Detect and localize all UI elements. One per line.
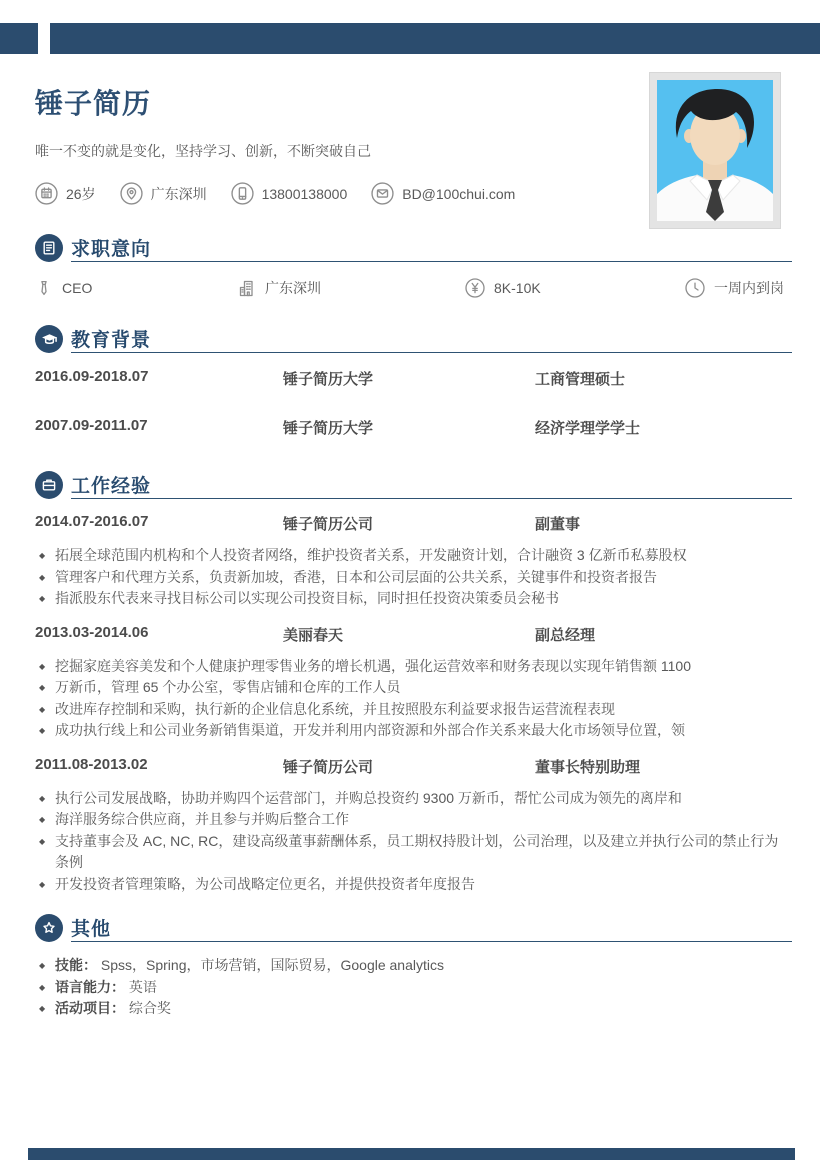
tie-icon: [35, 279, 53, 297]
intent-salary-label: 8K-10K: [494, 280, 541, 296]
intent-city-label: 广东深圳: [265, 280, 321, 296]
briefcase-icon: [35, 471, 63, 499]
mail-icon: [371, 182, 394, 205]
intent-availability-label: 一周内到岗: [714, 280, 784, 296]
job-bullet: ◆ 指派股东代表来寻找目标公司以实现公司投资目标，同时担任投资决策委员会秘书: [35, 588, 792, 610]
contact-email-label: BD@100chui.com: [402, 185, 516, 202]
resume-doc-icon: [35, 234, 63, 262]
intent-salary: [465, 278, 685, 298]
content-column: [35, 73, 792, 1020]
contact-phone: [231, 182, 348, 205]
top-bar-left-block: [0, 23, 38, 54]
other-item-value: 英语: [128, 978, 157, 995]
section-title-work: 工作经验: [71, 476, 152, 497]
job-bullet-list: [35, 788, 792, 896]
job-bullet: ◆ 支持董事会及 AC, NC, RC，建设高级董事薪酬体系，员工期权持股计划，公司治理，以及建立并执行公司的禁止行为条例: [35, 831, 792, 874]
job-company: 美丽春天: [283, 626, 344, 644]
building-icon: [237, 279, 256, 298]
job-role: 董事长特别助理: [535, 758, 641, 776]
section-header-education: [35, 325, 792, 353]
job-bullet: ◆ 改进库存控制和采购，执行新的企业信息化系统，并且按照股东利益要求报告运营流程表现: [35, 699, 792, 721]
job-header: [35, 513, 792, 534]
other-item-value: 综合奖: [128, 1000, 171, 1016]
education-period: 2007.09-2011.07: [35, 417, 148, 434]
job-period: 2013.03-2014.06: [35, 623, 149, 641]
other-item-label: 技能：: [55, 957, 97, 973]
section-title-other: 其他: [71, 919, 112, 940]
other-item-label: 语言能力：: [55, 978, 125, 995]
intent-position-label: CEO: [62, 280, 93, 296]
intent-availability: [685, 278, 792, 298]
contact-location: [120, 182, 207, 205]
other-item-value: Spss，Spring，市场营销，国际贸易，Google analytics: [100, 957, 444, 973]
job-bullet: ◆ 开发投资者管理策略，为公司战略定位更名，并提供投资者年度报告: [35, 874, 792, 896]
job-bullet-list: [35, 545, 792, 610]
education-school: 锤子简历大学: [283, 420, 374, 437]
salary-icon: [465, 278, 485, 298]
other-item-skills: [35, 955, 792, 977]
calendar-icon: [35, 182, 58, 205]
section-header-intent: [35, 234, 792, 262]
other-list: [35, 955, 792, 1020]
job-company: 锤子简历公司: [283, 758, 374, 776]
education-period: 2016.09-2018.07: [35, 368, 149, 385]
location-icon: [120, 182, 143, 205]
job-bullet: ◆ 海洋服务综合供应商，并且参与并购后整合工作: [35, 809, 792, 831]
clock-icon: [685, 278, 705, 298]
other-item-language: [35, 977, 792, 999]
job-bullet: ◆ 成功执行线上和公司业务新销售渠道，开发并利用内部资源和外部合作关系来最大化市场领导位置，领: [35, 720, 792, 742]
contact-email: [371, 182, 515, 205]
other-item-label: 活动项目：: [55, 1000, 125, 1016]
education-row: [35, 368, 792, 389]
page-title: 锤子简历: [35, 88, 152, 119]
job-period: 2011.08-2013.02: [35, 755, 148, 773]
section-title-underline: [71, 471, 792, 499]
footer-bar: [28, 1148, 795, 1160]
phone-icon: [231, 182, 254, 205]
intent-row: [35, 278, 792, 298]
tagline: 唯一不变的就是变化，坚持学习、创新，不断突破自己: [35, 143, 371, 159]
job-role: 副总经理: [535, 626, 596, 644]
job-period: 2014.07-2016.07: [35, 513, 149, 530]
top-bar: [50, 23, 820, 54]
intent-city: [237, 278, 465, 298]
job-bullet: ◆ 拓展全球范围内机构和个人投资者网络，维护投资者关系，开发融资计划，合计融资 3 亿新币私募股权: [35, 545, 792, 567]
job-company: 锤子简历公司: [283, 516, 374, 533]
section-title-intent: 求职意向: [71, 239, 152, 260]
job-bullet: ◆ 执行公司发展战略，协助并购四个运营部门，并购总投资约 9300 万新币，帮忙公司成为领先的离岸和: [35, 788, 792, 810]
intent-position: [35, 278, 237, 298]
job-header: [35, 756, 792, 777]
contact-age: [35, 182, 96, 205]
job-header: [35, 624, 792, 645]
education-degree: 工商管理硕士: [535, 371, 626, 388]
job-role: 副董事: [535, 516, 581, 533]
contact-phone-label: 13800138000: [261, 185, 348, 202]
section-title-education: 教育背景: [71, 330, 152, 351]
section-title-underline: [71, 914, 792, 942]
contact-row: [35, 182, 792, 205]
job-bullet: ◆ 挖掘家庭美容美发和个人健康护理零售业务的增长机遇，强化运营效率和财务表现以实现年销售额 1100: [35, 656, 792, 678]
contact-location-label: 广东深圳: [150, 185, 207, 202]
graduation-cap-icon: [35, 325, 63, 353]
education-row: [35, 417, 792, 438]
job-bullet-list: [35, 656, 792, 742]
job-bullet: ◆ 万新币，管理 65 个办公室，零售店铺和仓库的工作人员: [35, 677, 792, 699]
education-school: 锤子简历大学: [283, 371, 374, 388]
job-bullet: ◆ 管理客户和代理方关系，负责新加坡，香港，日本和公司层面的公共关系，关键事件和投资者报告: [35, 567, 792, 589]
section-title-underline: [71, 325, 792, 353]
education-degree: 经济学理学学士: [535, 420, 641, 437]
other-item-activity: [35, 998, 792, 1020]
section-header-work: [35, 471, 792, 499]
section-header-other: [35, 914, 792, 942]
contact-age-label: 26岁: [66, 185, 96, 202]
section-title-underline: [71, 234, 792, 262]
star-badge-icon: [35, 914, 63, 942]
